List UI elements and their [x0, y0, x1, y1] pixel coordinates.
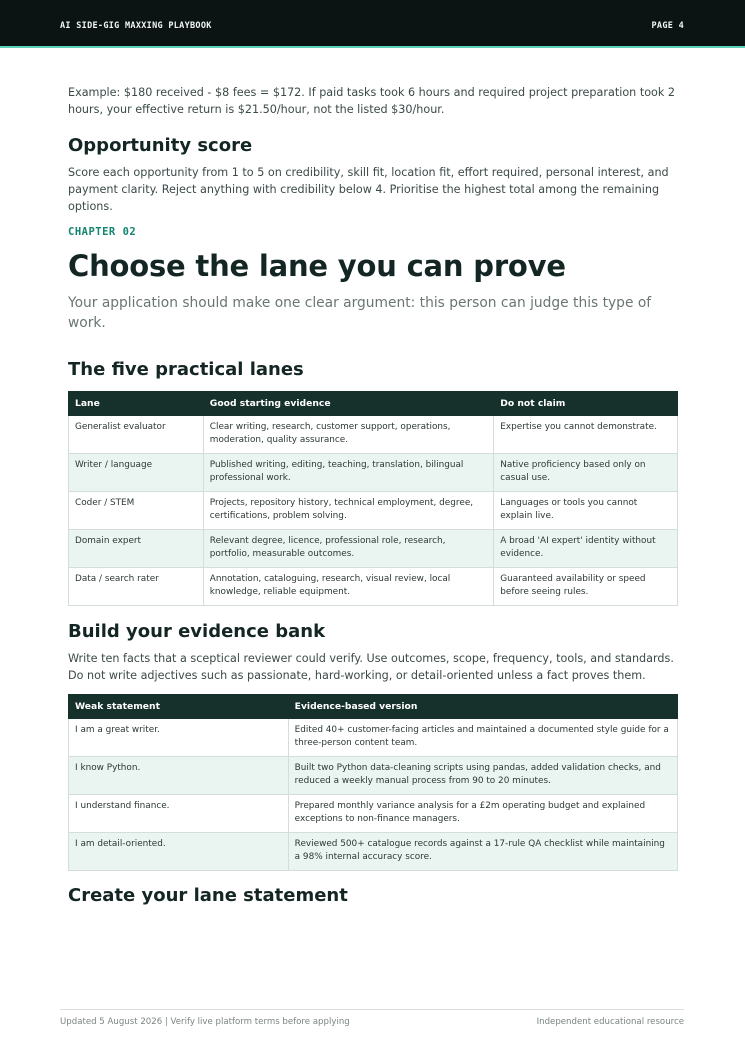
table-row	[69, 757, 678, 795]
table-cell: Domain expert	[69, 530, 204, 568]
table-cell: Native proficiency based only on casual use.	[494, 454, 678, 492]
evidence-table-header	[69, 695, 678, 719]
column-header: Weak statement	[69, 695, 289, 719]
table-row	[69, 568, 678, 606]
table-cell: Writer / language	[69, 454, 204, 492]
table-cell: I am detail-oriented.	[69, 833, 289, 871]
table-cell: Relevant degree, licence, professional role, research, portfolio, measurable outcomes.	[203, 530, 493, 568]
document-title: AI SIDE-GIG MAXXING PLAYBOOK	[60, 21, 212, 31]
example-paragraph: Example: $180 received - $8 fees = $172. If paid tasks took 6 hours and required project preparation took 2 hours, your effective return is $21.50/hour, not the listed $30/hour.	[68, 86, 676, 116]
table-cell: Projects, repository history, technical employment, degree, certifications, problem solving.	[203, 492, 493, 530]
column-header: Lane	[69, 392, 204, 416]
chapter-label: CHAPTER 02	[68, 226, 137, 238]
table-row	[69, 795, 678, 833]
evidence-table	[68, 694, 678, 871]
lanes-table	[68, 391, 678, 606]
table-cell: A broad 'AI expert' identity without evidence.	[494, 530, 678, 568]
lanes-table-header	[69, 392, 678, 416]
table-cell: Coder / STEM	[69, 492, 204, 530]
table-cell: Guaranteed availability or speed before seeing rules.	[494, 568, 678, 606]
page-content	[68, 84, 678, 907]
table-cell: Built two Python data-cleaning scripts using pandas, added validation checks, and reduced a weekly manual process from 90 to 20 minutes.	[288, 757, 677, 795]
chapter-title: Choose the lane you can prove	[68, 249, 566, 283]
table-row	[69, 492, 678, 530]
table-cell: Clear writing, research, customer support, operations, moderation, quality assurance.	[203, 416, 493, 454]
page-header	[0, 0, 745, 48]
column-header: Evidence-based version	[288, 695, 677, 719]
table-cell: I am a great writer.	[69, 719, 289, 757]
table-cell: I know Python.	[69, 757, 289, 795]
table-cell: Expertise you cannot demonstrate.	[494, 416, 678, 454]
table-cell: Generalist evaluator	[69, 416, 204, 454]
table-row	[69, 454, 678, 492]
table-row	[69, 416, 678, 454]
table-row	[69, 719, 678, 757]
column-header: Good starting evidence	[203, 392, 493, 416]
table-cell: Edited 40+ customer-facing articles and maintained a documented style guide for a three-person content team.	[288, 719, 677, 757]
table-cell: Languages or tools you cannot explain live.	[494, 492, 678, 530]
table-cell: Annotation, cataloguing, research, visual review, local knowledge, reliable equipment.	[203, 568, 493, 606]
table-cell: Data / search rater	[69, 568, 204, 606]
table-cell: I understand finance.	[69, 795, 289, 833]
opportunity-score-heading: Opportunity score	[68, 135, 253, 156]
lane-statement-heading: Create your lane statement	[68, 885, 348, 906]
table-cell: Published writing, editing, teaching, translation, bilingual professional work.	[203, 454, 493, 492]
footer-updated-note: Updated 5 August 2026 | Verify live platform terms before applying	[60, 1017, 350, 1027]
lanes-heading: The five practical lanes	[68, 359, 304, 380]
table-cell: Prepared monthly variance analysis for a £2m operating budget and explained exceptions to non-finance managers.	[288, 795, 677, 833]
opportunity-score-paragraph: Score each opportunity from 1 to 5 on credibility, skill fit, location fit, effort required, personal interest, and payment clarity. Reject anything with credibility below 4. Prioritise the highest total among the remaining options.	[68, 166, 669, 213]
footer-divider	[60, 1009, 684, 1010]
table-row	[69, 530, 678, 568]
table-cell: Reviewed 500+ catalogue records against a 17-rule QA checklist while maintaining a 98% internal accuracy score.	[288, 833, 677, 871]
column-header: Do not claim	[494, 392, 678, 416]
table-row	[69, 833, 678, 871]
evidence-bank-heading: Build your evidence bank	[68, 621, 326, 642]
footer-resource-note: Independent educational resource	[536, 1017, 684, 1027]
page-number: PAGE 4	[651, 21, 684, 31]
evidence-bank-paragraph: Write ten facts that a sceptical reviewer could verify. Use outcomes, scope, frequency, tools, and standards. Do not write adjectives such as passionate, hard-working, or detail-oriented unless a fact proves them.	[68, 652, 674, 682]
chapter-lede: Your application should make one clear argument: this person can judge this type of work.	[68, 295, 652, 331]
